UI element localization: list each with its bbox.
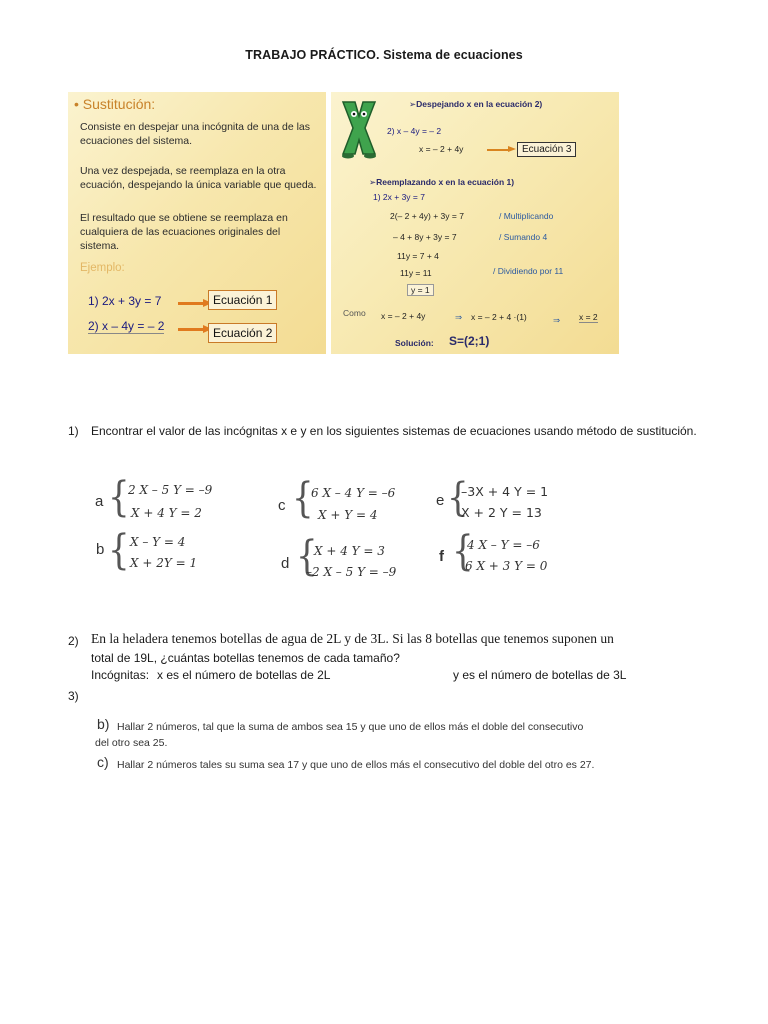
- system-equation: –2 X – 5 Y = –9: [306, 565, 397, 579]
- example-equation-2: 2) x – 4y = – 2: [88, 319, 165, 333]
- solution-value: S=(2;1): [449, 334, 490, 348]
- system-equation: 6 X – 4 Y = –6: [311, 486, 396, 500]
- solve-line-5: y = 1: [407, 284, 434, 296]
- system-letter: b: [96, 541, 105, 558]
- solution-label: Solución:: [395, 338, 434, 348]
- implies-icon: ⇒: [455, 312, 463, 322]
- brace-icon: {: [296, 533, 318, 581]
- system-equation: X + 4 Y = 2: [131, 506, 202, 520]
- slide-paragraph-3: El resultado que se obtiene se reemplaza en cualquiera de las ecuaciones originales del sistema.: [80, 212, 288, 252]
- solve-line-2: – 4 + 8y + 3y = 7: [393, 232, 457, 242]
- exercise-1-number: 1): [68, 424, 79, 438]
- system-equation: X + 2 Y = 13: [461, 505, 542, 520]
- system-letter: f: [439, 548, 444, 565]
- problem-b-text-continued: del otro sea 25.: [95, 737, 168, 749]
- solve-note-4: / Dividiendo por 11: [493, 266, 564, 276]
- exercise-3-number: 3): [68, 689, 79, 703]
- step-1-equation: 2) x – 4y = – 2: [387, 126, 442, 136]
- system-letter: a: [95, 493, 104, 510]
- exercise-1-text: Encontrar el valor de las incógnitas x e y en los siguientes sistemas de ecuaciones usando método de sustitución.: [91, 424, 697, 438]
- como-equation-1: x = – 2 + 4y: [381, 311, 426, 321]
- system-equation: 4 X – Y = –6: [467, 538, 540, 552]
- arrow-right-icon: [178, 328, 204, 331]
- brace-icon: {: [108, 527, 130, 575]
- arrow-right-icon: [487, 149, 509, 151]
- slide-paragraph-1: Consiste en despejar una incógnita de una de las ecuaciones del sistema.: [80, 121, 310, 147]
- equation-3-label: Ecuación 3: [517, 142, 576, 157]
- problem-c-text: Hallar 2 números tales su suma sea 17 y que uno de ellos más el consecutivo del doble del otro es 27.: [117, 759, 595, 771]
- step-1-title: ➢Despejando x en la ecuación 2): [409, 99, 543, 109]
- step-2-equation: 1) 2x + 3y = 7: [373, 192, 425, 202]
- slide-paragraph-2: Una vez despejada, se reemplaza en la otra ecuación, despejando la única variable que queda.: [80, 165, 317, 191]
- exercise-2-number: 2): [68, 634, 79, 648]
- brace-icon: {: [452, 528, 474, 576]
- system-letter: e: [436, 492, 445, 509]
- system-letter: c: [278, 497, 286, 514]
- system-equation: X – Y = 4: [130, 535, 186, 549]
- system-equation: –3X + 4 Y = 1: [461, 484, 549, 499]
- page-title: TRABAJO PRÁCTICO. Sistema de ecuaciones: [245, 48, 523, 62]
- problem-c-letter: c): [97, 754, 109, 770]
- implies-icon: ⇒: [553, 315, 561, 325]
- slide-heading: • Sustitución:: [74, 96, 156, 112]
- substitution-example-slide: [331, 92, 619, 354]
- como-label: Como: [343, 308, 366, 318]
- arrow-right-icon: [178, 302, 204, 305]
- example-equation-1: 1) 2x + 3y = 7: [88, 294, 162, 308]
- solve-line-1: 2(– 2 + 4y) + 3y = 7: [390, 211, 464, 221]
- x-mascot-icon: [335, 98, 383, 160]
- solve-line-4: 11y = 11: [400, 268, 432, 278]
- example-label: Ejemplo:: [80, 262, 125, 274]
- problem-b-letter: b): [97, 716, 110, 732]
- system-equation: X + Y = 4: [318, 508, 378, 522]
- step-2-title: ➢Reemplazando x en la ecuación 1): [369, 177, 515, 187]
- system-letter: d: [281, 555, 290, 572]
- system-equation: 2 X – 5 Y = –9: [128, 483, 213, 497]
- solve-line-3: 11y = 7 + 4: [397, 251, 439, 261]
- system-equation: X + 2Y = 1: [130, 556, 198, 570]
- solve-note-2: / Sumando 4: [499, 232, 548, 242]
- brace-icon: {: [292, 475, 314, 523]
- equation-2-label: Ecuación 2: [208, 323, 277, 343]
- equation-1-label: Ecuación 1: [208, 290, 277, 310]
- como-equation-2: x = – 2 + 4 ·(1): [471, 312, 527, 322]
- brace-icon: {: [108, 474, 130, 522]
- system-equation: 6 X + 3 Y = 0: [465, 559, 548, 573]
- unknown-y: y es el número de botellas de 3L: [453, 668, 627, 682]
- exercise-2-line-1: En la heladera tenemos botellas de agua de 2L y de 3L. Si las 8 botellas que tenemos suponen un: [91, 631, 614, 646]
- unknowns-label: Incógnitas:: [91, 668, 150, 682]
- solve-note-1: / Multiplicando: [499, 211, 554, 221]
- system-equation: X + 4 Y = 3: [314, 544, 385, 558]
- step-1-result: x = – 2 + 4y: [419, 144, 464, 154]
- substitution-slide: [68, 92, 326, 354]
- exercise-2-line-2: total de 19L, ¿cuántas botellas tenemos de cada tamaño?: [91, 651, 400, 665]
- brace-icon: {: [447, 475, 469, 521]
- problem-b-text: Hallar 2 números, tal que la suma de ambos sea 15 y que uno de ellos más el doble del consecutivo: [117, 721, 584, 733]
- unknown-x: x es el número de botellas de 2L: [157, 668, 331, 682]
- como-equation-3: x = 2: [579, 312, 598, 322]
